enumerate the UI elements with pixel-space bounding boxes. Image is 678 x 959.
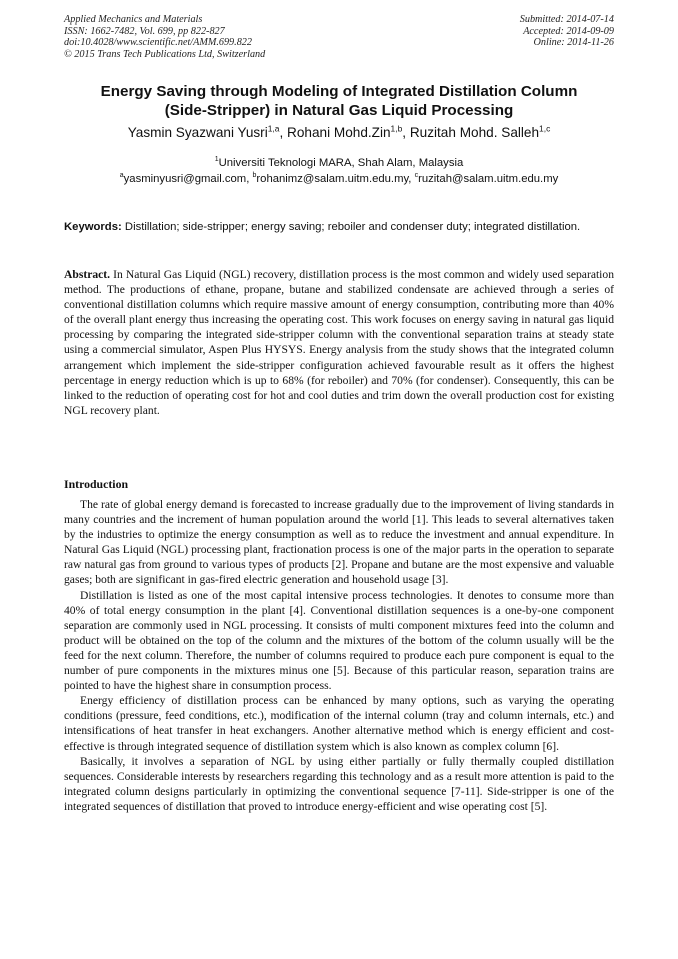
affiliations [20,156,658,187]
author-name: Ruzitah Mohd. Salleh [409,125,540,140]
submitted-date: Submitted: 2014-07-14 [519,14,614,25]
author-affil-marker: 1,a [267,123,280,134]
affiliation-line [20,156,658,172]
introduction-body [64,497,614,814]
email-line [20,172,658,188]
paragraph: Basically, it involves a separation of NGL by using either partially or fully thermally coupled distillation sequences. Considerable interests by researchers regarding this technology and as a result more attention is paid to the integrated column designs particularly in optimizing the conventional sequence [7-11]. Side-stripper is one of the integrated sequences of distillation that proved to introduce energy-efficient and wise operating cost [5]. [64,754,614,813]
author-separator: , [279,125,288,140]
paragraph: Distillation is listed as one of the most capital intensive process technologies. It denotes to consume more than 40% of total energy consumption in the plant [4]. Conventional distillation sequences is a one-by-one component separation are commonly used in NGL processing. It consists of multi component mixtures feed into the column and product will be obtained on the top of the column and the mixtures of the bottom of the column usually will be the feed for the next column. Therefore, the number of columns required to produce each pure component is equal to the number of pure components in the mixtures minus one [5]. Because of this particular reason, separation trains are pointed to have the highest share in consumption process. [64,588,614,693]
author-affil-marker: 1,c [539,123,551,134]
keywords-text: Distillation; side-stripper; energy saving; reboiler and condenser duty; integrated distillation. [121,221,581,233]
email-separator: , [408,172,415,185]
abstract-text: In Natural Gas Liquid (NGL) recovery, distillation process is the most common and widely used separation method. The productions of ethane, propane, butane and stabilized condensate are achieved through a series of conventional distillation columns which require massive amount of energy consumption, contributing more than 40% of the overall plant energy thus increasing the operating cost. This work focuses on energy saving in natural gas liquid processing by comparing the integrated side-stripper column with the conventional separation trains at steady state using a commercial simulator, Aspen Plus HYSYS. Energy analysis from the study shows that the integrated column arrangement which implement the side-stripper configuration achieved favourable result as it offers the highest percentage in energy reduction which is up to 68% (for reboiler) and 70% (for condenser). Consequently, this can be linked to the reduction of operating cost for hot and cool duties and trim down the overall production cost for existing NGL recovery plant. [64,268,614,417]
email-address[interactable]: rohanimz@salam.uitm.edu.my [256,172,409,185]
paper-title [40,82,638,121]
email-marker: b [252,171,257,179]
email-separator: , [246,172,253,185]
title-line-2: (Side-Stripper) in Natural Gas Liquid Processing [164,102,514,120]
author-list [20,125,658,140]
email-marker: c [414,171,419,179]
paragraph: The rate of global energy demand is forecasted to increase gradually due to the improvement of living standards in many countries and the increment of human population around the world [1]. This leads to several alternatives taken by the industries to optimize the energy consumption as well as to reduce the investment and annual expenditure. In Natural Gas Liquid (NGL) processing plant, fractionation process is one of the major parts in the operation to separate raw natural gas from ground to various types of products [2]. Propane and butane are the most expensive and valuable gases; both are significant in gas-fired electric generation and household usage [3]. [64,498,614,587]
email-address[interactable]: yasminyusri@gmail.com [123,172,247,185]
journal-info [64,14,265,60]
copyright-line: © 2015 Trans Tech Publications Ltd, Switzerland [64,48,266,60]
online-date: Online: 2014-11-26 [533,37,614,49]
author-affil-marker: 1,b [390,123,403,134]
keywords-label: Keywords: [64,221,122,233]
author-separator: , [402,125,410,140]
dates-info [520,14,614,49]
author-name: Yasmin Syazwani Yusri [127,125,268,140]
issn-line: ISSN: 1662-7482, Vol. 699, pp 822-827 [64,25,225,37]
doi-line: doi:10.4028/www.scientific.net/AMM.699.822 [64,37,252,49]
paragraph: Energy efficiency of distillation process can be enhanced by many options, such as varying the operating conditions (pressure, feed conditions, etc.), modification of the internal column (tray and column internals, etc.) and intensifications of heat transfer in heat exchangers. Another alternative method which is energy efficient and cost-effective is through integrated sequence of distillation system which is also known as complex column [6]. [64,694,614,753]
affil-marker: 1 [214,156,219,164]
abstract-block [64,267,614,418]
keywords-block [64,220,614,235]
title-line-1: Energy Saving through Modeling of Integrated Distillation Column [100,83,578,100]
email-marker: a [119,171,124,179]
accepted-date: Accepted: 2014-09-09 [523,25,614,37]
affiliation-text: Universiti Teknologi MARA, Shah Alam, Malaysia [218,157,464,169]
journal-name: Applied Mechanics and Materials [64,14,203,25]
section-heading-introduction: Introduction [64,477,129,491]
abstract-label: Abstract. [64,268,111,281]
author-name: Rohani Mohd.Zin [287,125,391,140]
email-address[interactable]: ruzitah@salam.uitm.edu.my [418,172,559,185]
